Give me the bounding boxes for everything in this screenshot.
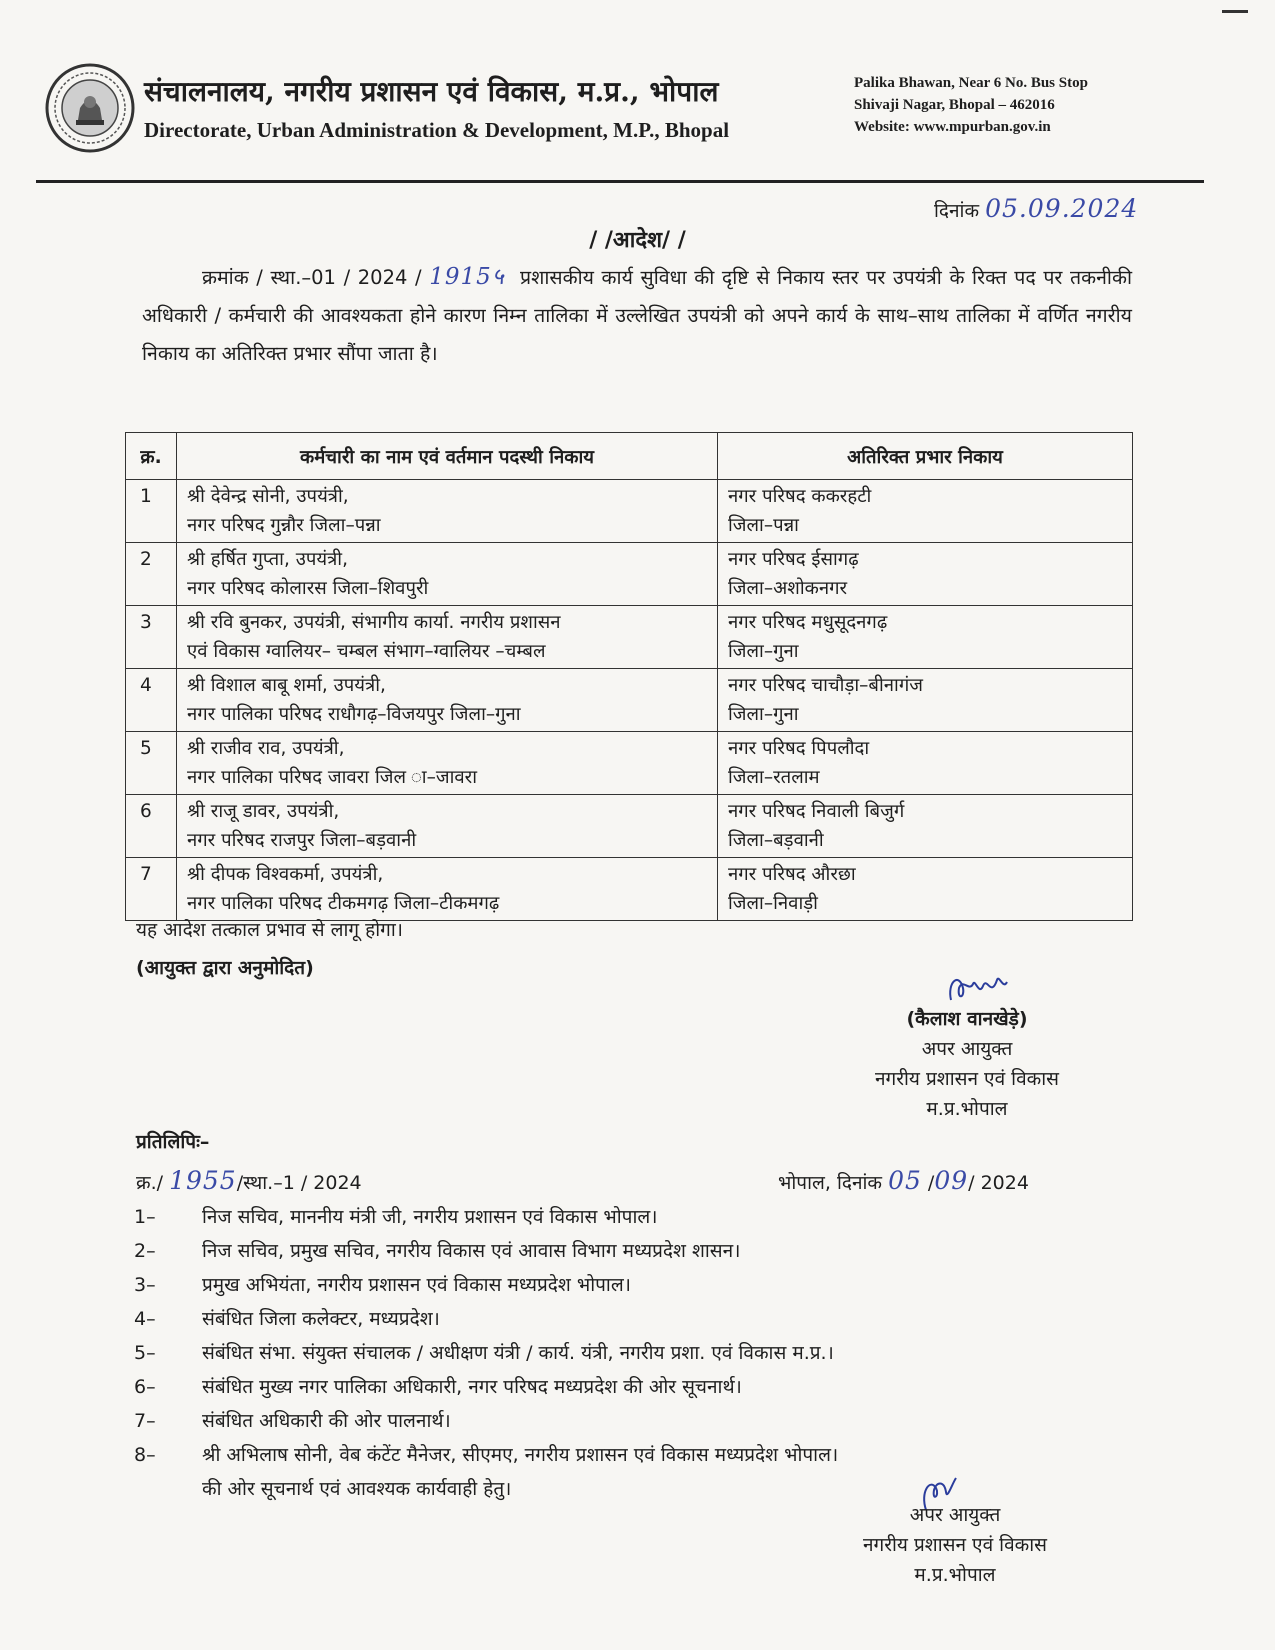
scan-corner-mark — [1222, 10, 1248, 13]
order-body — [142, 258, 1132, 373]
website: Website: www.mpurban.gov.in — [854, 119, 1051, 135]
employee-name: श्री रवि बुनकर, उपयंत्री, संभागीय कार्या. नगरीय प्रशासन — [187, 612, 561, 633]
employee-name: श्री दीपक विश्वकर्मा, उपयंत्री, — [187, 864, 384, 885]
col-additional-charge: अतिरिक्त प्रभार निकाय — [718, 433, 1133, 480]
row-serial: 4 — [126, 669, 177, 732]
date-value: 05.09.2024 — [985, 194, 1139, 223]
charge-body: नगर परिषद ईसागढ़ — [728, 549, 859, 570]
item-number: 6– — [134, 1376, 156, 1398]
row-serial: 1 — [126, 480, 177, 543]
employee-posting: नगर पालिका परिषद जावरा जिल ा–जावरा — [187, 767, 478, 788]
list-item — [134, 1438, 1134, 1472]
header-hindi-title: संचालनालय, नगरीय प्रशासन एवं विकास, म.प्र., भोपाल — [144, 75, 719, 108]
signatory-block-1 — [872, 1004, 1062, 1124]
charge-district: जिला–गुना — [728, 641, 799, 662]
item-number: 1– — [134, 1206, 156, 1228]
item-number: 5– — [134, 1342, 156, 1364]
table-header-row — [126, 433, 1133, 480]
item-number: 4– — [134, 1308, 156, 1330]
charge-body: नगर परिषद औरछा — [728, 864, 856, 885]
employee-name: श्री विशाल बाबू शर्मा, उपयंत्री, — [187, 675, 386, 696]
table-row — [126, 795, 1133, 858]
row-employee — [177, 480, 718, 543]
row-charge — [718, 795, 1133, 858]
table-row — [126, 669, 1133, 732]
charge-district: जिला–गुना — [728, 704, 799, 725]
item-text: निज सचिव, माननीय मंत्री जी, नगरीय प्रशासन एवं विकास भोपाल। — [202, 1206, 658, 1228]
table-row — [126, 543, 1133, 606]
employee-posting: एवं विकास ग्वालियर– चम्बल संभाग–ग्वालियर –चम्बल — [187, 641, 546, 662]
signatory-name: (कैलाश वानखेड़े) — [906, 1008, 1028, 1030]
copy-date-day: 05 — [888, 1166, 922, 1195]
employee-posting: नगर परिषद कोलारस जिला–शिवपुरी — [187, 578, 429, 599]
approval-note: (आयुक्त द्वारा अनुमोदित) — [136, 957, 314, 979]
employee-posting: नगर पालिका परिषद राधौगढ़–विजयपुर जिला–गुना — [187, 704, 521, 725]
row-serial: 6 — [126, 795, 177, 858]
col-serial: क्र. — [126, 433, 177, 480]
copy-date — [778, 1166, 1029, 1195]
row-employee — [177, 543, 718, 606]
charge-body: नगर परिषद ककरहटी — [728, 486, 872, 507]
row-employee — [177, 732, 718, 795]
order-date — [934, 194, 1138, 223]
row-charge — [718, 732, 1133, 795]
row-employee — [177, 669, 718, 732]
charge-body: नगर परिषद निवाली बिजुर्ग — [728, 801, 905, 822]
order-title: / /आदेश/ / — [589, 228, 686, 253]
copy-ref-number: 1955 — [169, 1166, 237, 1195]
row-serial: 7 — [126, 858, 177, 921]
copy-date-prefix: भोपाल, दिनांक — [778, 1172, 889, 1194]
list-item — [134, 1370, 1134, 1404]
charge-district: जिला–बड़वानी — [728, 830, 824, 851]
row-charge — [718, 606, 1133, 669]
signatory-designation: अपर आयुक्त — [921, 1038, 1013, 1060]
signatory-office: नगरीय प्रशासन एवं विकास — [862, 1534, 1048, 1556]
employee-name: श्री हर्षित गुप्ता, उपयंत्री, — [187, 549, 348, 570]
row-charge — [718, 480, 1133, 543]
item-number: 8– — [134, 1444, 156, 1466]
list-item — [134, 1336, 1134, 1370]
signatory-place: म.प्र.भोपाल — [914, 1564, 996, 1586]
date-label: दिनांक — [934, 200, 980, 222]
item-text: संबंधित संभा. संयुक्त संचालक / अधीक्षण यंत्री / कार्य. यंत्री, नगरीय प्रशा. एवं विकास म.प्र.। — [202, 1342, 834, 1364]
row-employee — [177, 606, 718, 669]
item-number: 7– — [134, 1410, 156, 1432]
item-number: 3– — [134, 1274, 156, 1296]
table-row — [126, 858, 1133, 921]
copy-ref-prefix: क्र./ — [136, 1172, 170, 1194]
order-ref-prefix: क्रमांक / स्था.–01 / 2024 / — [202, 266, 430, 289]
employee-name: श्री देवेन्द्र सोनी, उपयंत्री, — [187, 486, 349, 507]
row-charge — [718, 543, 1133, 606]
list-item — [134, 1404, 1134, 1438]
table-row — [126, 732, 1133, 795]
item-text: निज सचिव, प्रमुख सचिव, नगरीय विकास एवं आवास विभाग मध्यप्रदेश शासन। — [202, 1240, 741, 1262]
row-employee — [177, 858, 718, 921]
employee-posting: नगर पालिका परिषद टीकमगढ़ जिला–टीकमगढ़ — [187, 893, 500, 914]
item-text: प्रमुख अभियंता, नगरीय प्रशासन एवं विकास मध्यप्रदेश भोपाल। — [202, 1274, 631, 1296]
employee-posting: नगर परिषद गुन्नौर जिला–पन्ना — [187, 515, 381, 536]
copy-heading: प्रतिलिपिः– — [136, 1131, 210, 1153]
item-text: संबंधित मुख्य नगर पालिका अधिकारी, नगर परिषद मध्यप्रदेश की ओर सूचनार्थ। — [202, 1376, 742, 1398]
signature-mark-icon — [945, 970, 1015, 1008]
list-item-continuation — [134, 1472, 1134, 1502]
charge-body: नगर परिषद मधुसूदनगढ़ — [728, 612, 888, 633]
employee-name: श्री राजीव राव, उपयंत्री, — [187, 738, 345, 759]
list-item — [134, 1200, 1134, 1234]
col-employee: कर्मचारी का नाम एवं वर्तमान पदस्थी निकाय — [177, 433, 718, 480]
copy-date-year: / 2024 — [968, 1172, 1029, 1194]
row-charge — [718, 858, 1133, 921]
signatory-designation: अपर आयुक्त — [909, 1504, 1001, 1526]
list-item — [134, 1234, 1134, 1268]
charge-district: जिला–रतलाम — [728, 767, 820, 788]
copy-date-sep: / — [921, 1172, 935, 1194]
list-item — [134, 1268, 1134, 1302]
item-text: की ओर सूचनार्थ एवं आवश्यक कार्यवाही हेतु। — [202, 1478, 512, 1500]
item-number: 2– — [134, 1240, 156, 1262]
copy-ref-suffix: /स्था.–1 / 2024 — [236, 1172, 362, 1194]
charge-district: जिला–पन्ना — [728, 515, 799, 536]
signatory-office: नगरीय प्रशासन एवं विकास — [874, 1068, 1060, 1090]
charge-district: जिला–निवाड़ी — [728, 893, 818, 914]
item-text: श्री अभिलाष सोनी, वेब कंटेंट मैनेजर, सीएमए, नगरीय प्रशासन एवं विकास मध्यप्रदेश भोपाल। — [202, 1444, 839, 1466]
list-item — [134, 1302, 1134, 1336]
row-charge — [718, 669, 1133, 732]
effect-statement: यह आदेश तत्काल प्रभाव से लागू होगा। — [136, 919, 403, 941]
charge-table — [125, 432, 1133, 921]
charge-district: जिला–अशोकनगर — [728, 578, 848, 599]
order-body-text: प्रशासकीय कार्य सुविधा की दृष्टि से निकाय स्तर पर उपयंत्री के रिक्त पद पर तकनीकी अधिकारी / कर्मचारी की आवश्यकता होने कारण निम्न तालिका में उल्लेखित उपयंत्री को अपने कार्य के साथ–साथ तालिका में वर्णित नगरीय निकाय का अतिरिक्त प्रभार सौंपा जाता है। — [142, 266, 1133, 365]
header-divider — [36, 180, 1204, 183]
header-english-title: Directorate, Urban Administration & Development, M.P., Bhopal — [144, 118, 730, 142]
table-row — [126, 606, 1133, 669]
row-serial: 2 — [126, 543, 177, 606]
charge-body: नगर परिषद चाचौड़ा–बीनागंज — [728, 675, 923, 696]
copy-reference — [136, 1166, 362, 1195]
row-serial: 3 — [126, 606, 177, 669]
table-row — [126, 480, 1133, 543]
state-emblem-icon — [44, 62, 136, 154]
employee-posting: नगर परिषद राजपुर जिला–बड़वानी — [187, 830, 417, 851]
employee-name: श्री राजू डावर, उपयंत्री, — [187, 801, 340, 822]
address-line-2: Shivaji Nagar, Bhopal – 462016 — [854, 97, 1055, 113]
header-address — [854, 72, 1088, 138]
copy-date-month: 09 — [934, 1166, 969, 1195]
signatory-block-2 — [830, 1500, 1080, 1590]
address-line-1: Palika Bhawan, Near 6 No. Bus Stop — [854, 75, 1088, 91]
item-text: संबंधित अधिकारी की ओर पालनार्थ। — [202, 1410, 451, 1432]
charge-body: नगर परिषद पिपलौदा — [728, 738, 870, 759]
signatory-place: म.प्र.भोपाल — [926, 1098, 1008, 1120]
row-employee — [177, 795, 718, 858]
order-ref-number: 1915५ — [429, 264, 505, 290]
copy-list — [134, 1200, 1134, 1502]
item-text: संबंधित जिला कलेक्टर, मध्यप्रदेश। — [202, 1308, 440, 1330]
row-serial: 5 — [126, 732, 177, 795]
